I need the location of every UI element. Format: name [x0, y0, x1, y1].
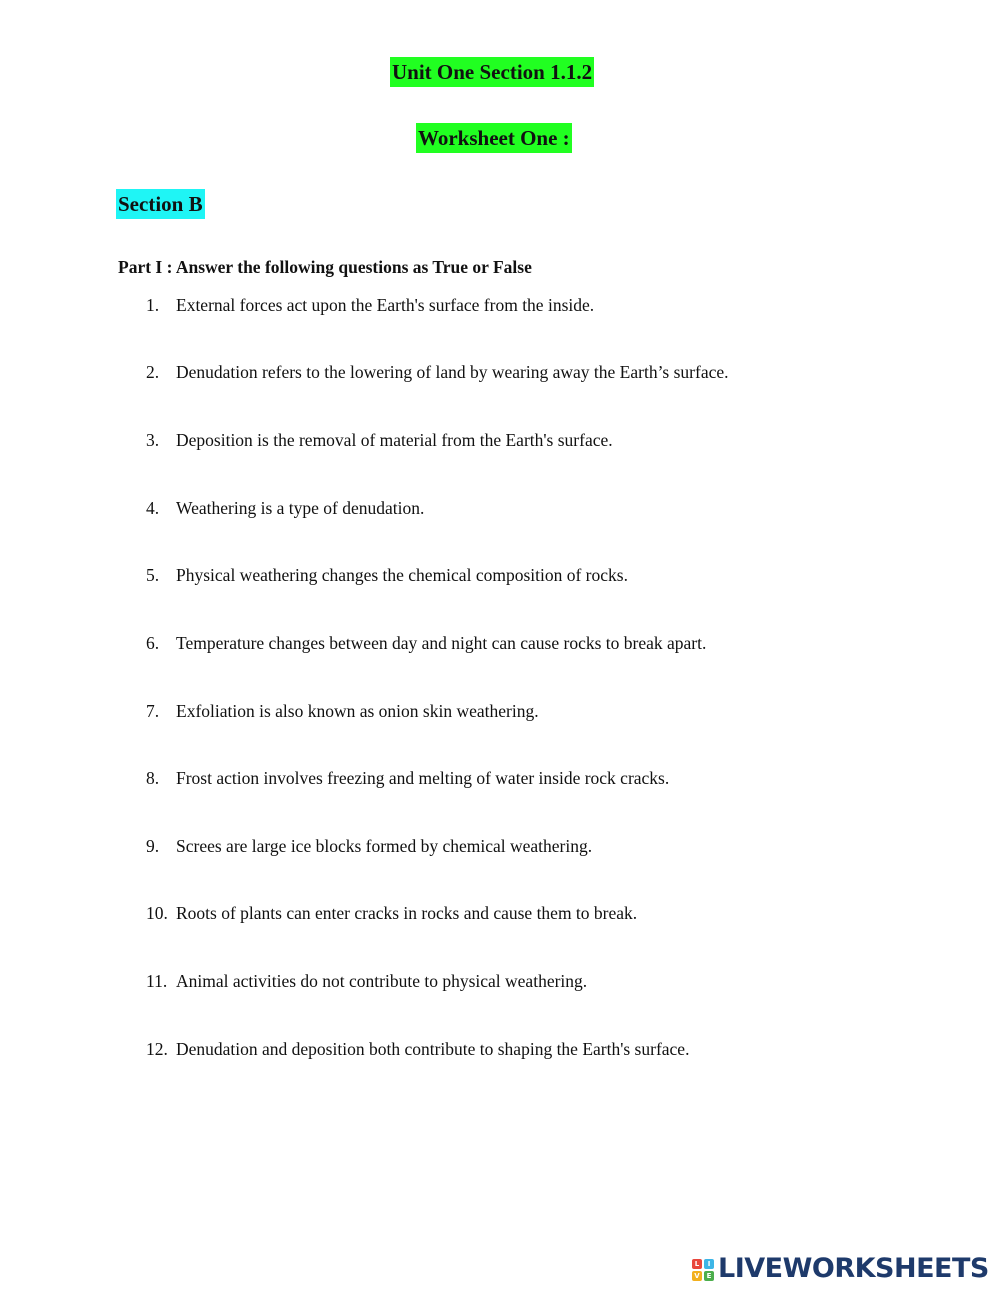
- question-item: [146, 632, 706, 654]
- unit-title: Unit One Section 1.1.2: [390, 57, 594, 87]
- question-text: Weathering is a type of denudation.: [176, 498, 425, 518]
- question-item: [146, 1038, 689, 1060]
- question-number: 11.: [146, 971, 168, 991]
- question-item: [146, 767, 669, 789]
- worksheet-title: Worksheet One :: [416, 123, 572, 153]
- question-text: Physical weathering changes the chemical composition of rocks.: [176, 565, 628, 585]
- question-item: [146, 361, 729, 383]
- question-number: 9.: [146, 836, 160, 856]
- question-item: [146, 497, 424, 519]
- question-number: 4.: [146, 498, 160, 518]
- question-number: 7.: [146, 701, 160, 721]
- logo-letter: E: [704, 1271, 714, 1281]
- question-text: Animal activities do not contribute to physical weathering.: [176, 971, 588, 991]
- question-item: [146, 902, 637, 924]
- logo-text: LIVEWORKSHEETS: [718, 1253, 989, 1284]
- section-heading: Section B: [116, 189, 205, 219]
- logo-letter: V: [692, 1271, 702, 1281]
- question-number: 12.: [146, 1039, 168, 1059]
- question-item: [146, 294, 594, 316]
- question-text: Frost action involves freezing and melting of water inside rock cracks.: [176, 768, 670, 788]
- question-number: 2.: [146, 362, 160, 382]
- question-number: 1.: [146, 295, 160, 315]
- question-text: Denudation refers to the lowering of land by wearing away the Earth’s surface.: [176, 362, 729, 382]
- question-text: Denudation and deposition both contribute to shaping the Earth's surface.: [176, 1039, 690, 1059]
- question-item: [146, 429, 613, 451]
- instructions: Part I : Answer the following questions as True or False: [118, 257, 532, 277]
- logo-letter: L: [692, 1259, 702, 1269]
- logo-letter: I: [704, 1259, 714, 1269]
- question-item: [146, 700, 539, 722]
- question-item: [146, 970, 587, 992]
- liveworksheets-logo: [692, 1252, 992, 1286]
- question-text: External forces act upon the Earth's surface from the inside.: [176, 295, 595, 315]
- logo-icon: [692, 1259, 714, 1281]
- question-text: Screes are large ice blocks formed by chemical weathering.: [176, 836, 593, 856]
- question-number: 10.: [146, 903, 168, 923]
- question-number: 5.: [146, 565, 160, 585]
- question-item: [146, 835, 592, 857]
- question-text: Deposition is the removal of material from the Earth's surface.: [176, 430, 613, 450]
- question-text: Roots of plants can enter cracks in rocks and cause them to break.: [176, 903, 638, 923]
- question-text: Exfoliation is also known as onion skin weathering.: [176, 701, 539, 721]
- question-number: 3.: [146, 430, 160, 450]
- question-number: 6.: [146, 633, 160, 653]
- question-text: Temperature changes between day and night can cause rocks to break apart.: [176, 633, 707, 653]
- question-number: 8.: [146, 768, 160, 788]
- question-item: [146, 564, 628, 586]
